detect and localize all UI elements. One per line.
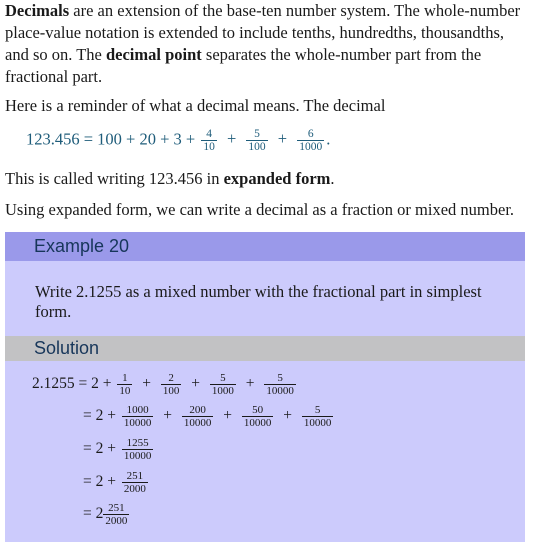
expanded-form-sentence: This is called writing 123.456 in expanded form. [5, 169, 335, 188]
decimal-point-term: decimal point [105, 45, 202, 64]
intro-paragraph [5, 0, 530, 88]
example-title: Example 20 [34, 236, 130, 256]
plus-sign: + [223, 407, 232, 425]
plus-sign: + [226, 129, 237, 149]
fraction: $\frac{200}{10000}$ [183, 404, 212, 429]
expansion-lhs: 123.456 = 100 + 20 + 3 + [26, 129, 196, 149]
using-expanded-form-text: Using expanded form, we can write a decimal as a fraction or mixed number. [5, 200, 515, 219]
fraction: $\frac{1000}{10000}$ [123, 404, 152, 429]
example-box [5, 232, 525, 542]
solution-step-4: = 2 + $\frac{251}{2000}$ [83, 470, 146, 495]
fraction: $\frac{5}{1000}$ [211, 372, 234, 397]
fraction: $\frac{251}{2000}$ [123, 470, 146, 495]
reminder-text: Here is a reminder of what a decimal means. The decimal [5, 96, 386, 115]
decimals-term: Decimals [5, 1, 70, 20]
fraction: $\frac{251}{2000}$ [105, 502, 128, 527]
fraction: $\frac{5}{10000}$ [266, 372, 294, 397]
fraction: $\frac{50}{10000}$ [243, 404, 272, 429]
fraction: $\frac{5}{10000}$ [303, 404, 332, 429]
expansion-period: . [326, 129, 331, 149]
solution-step-3: = 2 + $\frac{1255}{10000}$ [83, 437, 152, 462]
fraction: $\frac{1255}{10000}$ [123, 437, 152, 462]
expanded-form-equation [26, 128, 537, 153]
intro-text-2: separates the whole-number part from the fractional part. [5, 45, 482, 86]
fraction-4-10: $\frac{4}{10}$ [203, 128, 215, 153]
expanded-form-term: expanded form [223, 169, 331, 188]
example-question: Write 2.1255 as a mixed number with the fractional part in simplest form. [35, 282, 482, 321]
solution-step-1: 2.1255 = 2 + $\frac{1}{10}$ + $\frac{2}{100}$ + $\frac{5}{1000}$ + $\frac{5}{10000}$ [32, 372, 294, 397]
solution-header [5, 336, 525, 361]
fraction: $\frac{1}{10}$ [119, 372, 131, 397]
plus-sign: + [277, 129, 288, 149]
intro-text-1: are an extension of the base-ten number system. The whole-number place-value notation is extended to include tenths, hundredths, thousandths, and so on. The [5, 1, 521, 64]
fraction-6-1000: $\frac{6}{1000}$ [299, 128, 323, 153]
solution-step-5: = 2 $\frac{251}{2000}$ [83, 502, 128, 527]
fraction: $\frac{2}{100}$ [162, 372, 180, 397]
solution-step-2: = 2 + $\frac{1000}{10000}$ + $\frac{200}{10000}$ + $\frac{50}{10000}$ + $\frac{5}{10000}$ [83, 404, 332, 429]
example-header [5, 232, 525, 261]
plus-sign: + [142, 375, 151, 393]
solution-title: Solution [34, 338, 100, 358]
plus-sign: + [163, 407, 172, 425]
fraction-5-100: $\frac{5}{100}$ [248, 128, 266, 153]
plus-sign: + [245, 375, 255, 393]
plus-sign: + [283, 407, 292, 425]
plus-sign: + [191, 375, 200, 393]
